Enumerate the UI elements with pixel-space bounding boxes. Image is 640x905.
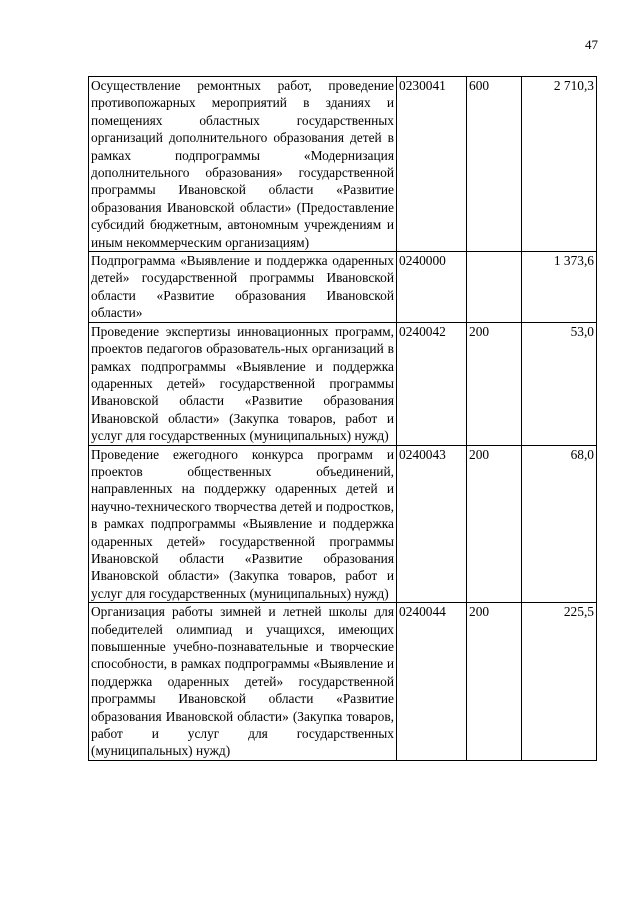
row-target-code: 0240000	[397, 252, 467, 323]
row-amount: 1 373,6	[522, 252, 597, 323]
table-row	[89, 77, 597, 252]
row-expense-type: 600	[467, 77, 522, 252]
row-expense-type: 200	[467, 603, 522, 761]
row-expense-type: 200	[467, 322, 522, 445]
row-target-code: 0240044	[397, 603, 467, 761]
table-row	[89, 445, 597, 603]
table-row	[89, 603, 597, 761]
row-target-code: 0230041	[397, 77, 467, 252]
row-description: Подпрограмма «Выявление и поддержка одаренных детей» государственной программы Ивановской области «Развитие образования Ивановской области»	[89, 252, 397, 323]
budget-table	[88, 76, 597, 761]
table-row	[89, 252, 597, 323]
row-amount: 68,0	[522, 445, 597, 603]
page-number: 47	[585, 37, 598, 52]
row-target-code: 0240042	[397, 322, 467, 445]
table-row	[89, 322, 597, 445]
row-expense-type	[467, 252, 522, 323]
row-description: Организация работы зимней и летней школы для победителей олимпиад и учащихся, имеющих повышенные учебно-познавательные и творческие способности, в рамках подпрограммы «Выявление и поддержка одаренных детей» государственной программы Ивановской области «Развитие образования Ивановской области» (Закупка товаров, работ и услуг для государственных (муниципальных) нужд)	[89, 603, 397, 761]
row-amount: 53,0	[522, 322, 597, 445]
row-description: Осуществление ремонтных работ, проведение противопожарных мероприятий в зданиях и помещениях областных государственных организаций дополнительного образования детей в рамках подпрограммы «Модернизация дополнительного образования» государственной программы Ивановской области «Развитие образования Ивановской области» (Предоставление субсидий бюджетным, автономным учреждениям и иным некоммерческим организациям)	[89, 77, 397, 252]
row-description: Проведение ежегодного конкурса программ и проектов общественных объединений, направленных на поддержку одаренных детей и научно-технического творчества детей и подростков, в рамках подпрограммы «Выявление и поддержка одаренных детей» государственной программы Ивановской области «Развитие образования Ивановской области» (Закупка товаров, работ и услуг для государственных (муниципальных) нужд)	[89, 445, 397, 603]
row-amount: 2 710,3	[522, 77, 597, 252]
row-amount: 225,5	[522, 603, 597, 761]
row-expense-type: 200	[467, 445, 522, 603]
row-target-code: 0240043	[397, 445, 467, 603]
row-description: Проведение экспертизы инновационных программ, проектов педагогов образователь-ных организаций в рамках подпрограммы «Выявление и поддержка одаренных детей» государственной программы Ивановской области «Развитие образования Ивановской области» (Закупка товаров, работ и услуг для государственных (муниципальных) нужд)	[89, 322, 397, 445]
